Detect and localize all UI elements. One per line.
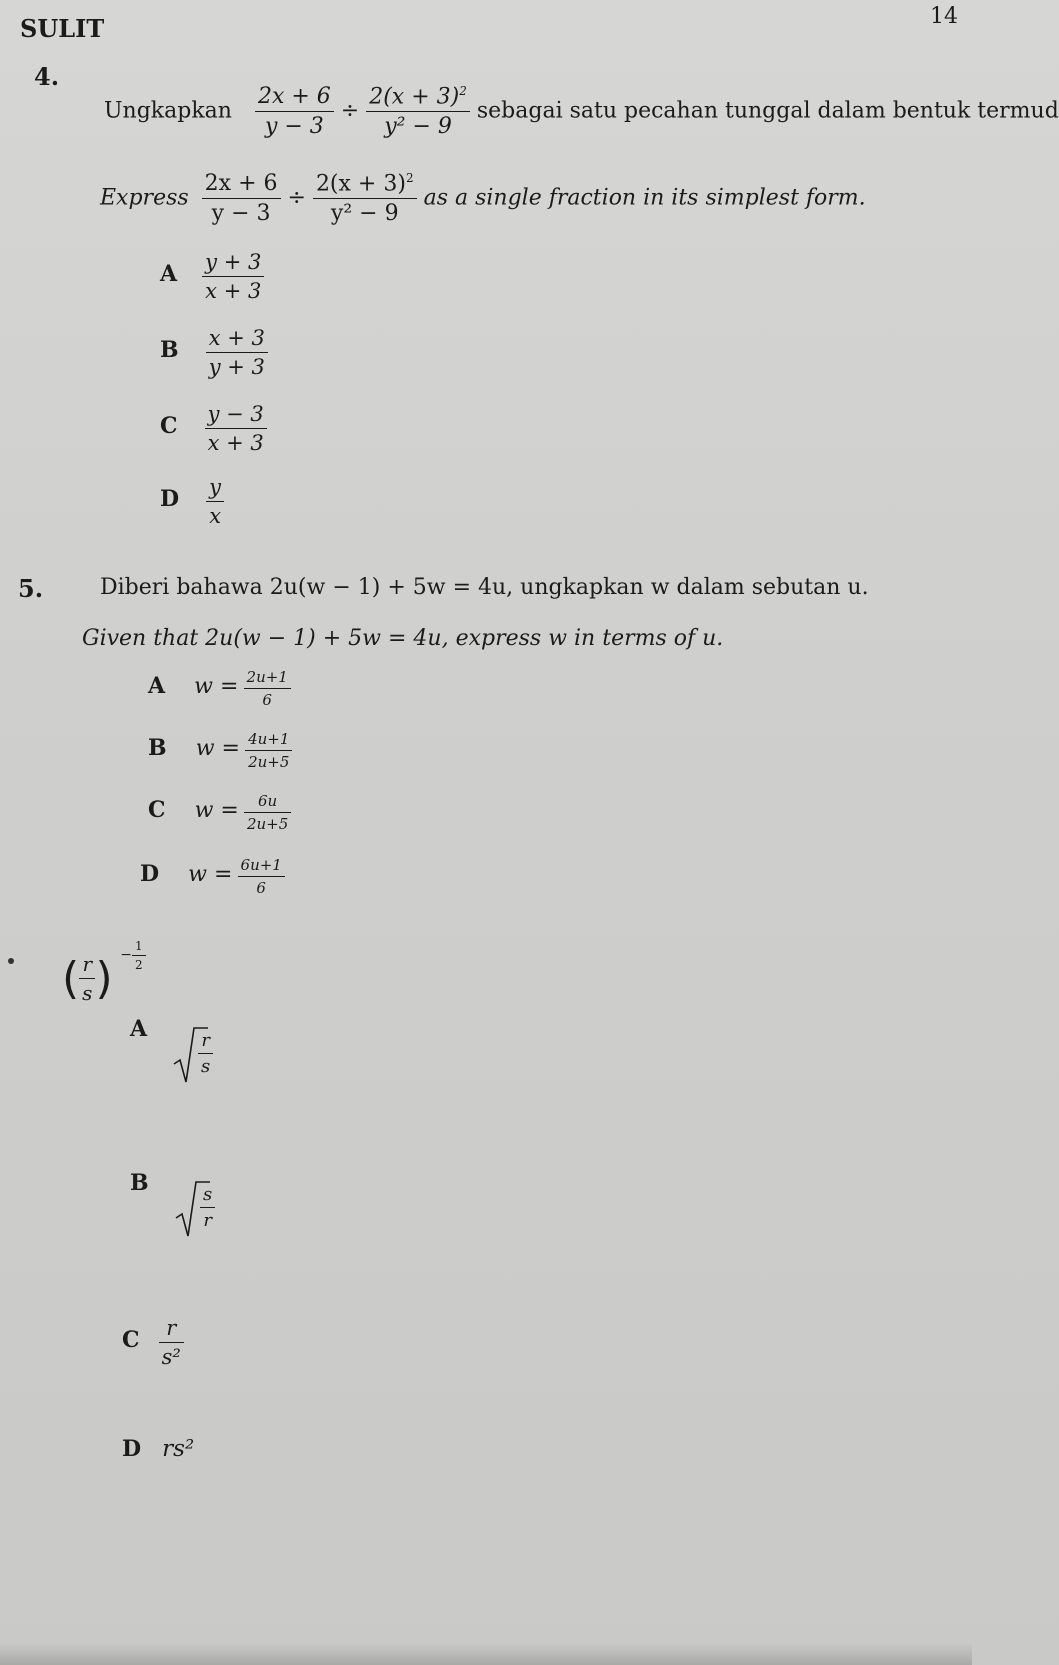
- divide-sign: ÷: [287, 185, 306, 211]
- exponent: − 1 2: [120, 947, 145, 963]
- english-suffix: as a single fraction in its simplest form.: [423, 185, 866, 211]
- option-a-fraction: $\frac{y + 3}{x + 3}$: [202, 250, 264, 303]
- option-c-fraction: $\frac{r}{\text{s²}}$: [159, 1316, 184, 1369]
- radical-sign-icon: [174, 1178, 210, 1240]
- option-b[interactable]: B w = $\frac{4u+1}{2u+5}$: [148, 730, 292, 771]
- option-b[interactable]: B: [130, 1170, 149, 1196]
- option-a-fraction: $\frac{2u+1}{6}$: [244, 668, 291, 709]
- option-b-fraction: $\frac{4u+1}{2u+5}$: [245, 730, 292, 771]
- fraction-2: $\frac{2(x + 3)^2}{\text{y² − 9}}$: [313, 171, 417, 226]
- question-6-expression: ( $\frac{r}{s}$ ) $^{- \frac{1}{2}}$: [62, 952, 146, 1005]
- question-number: 5.: [18, 574, 44, 603]
- fraction-2: $\frac{2(x + 3)^2}{\text{y² − 9}}$: [366, 84, 470, 139]
- header-title: SULIT: [20, 14, 105, 43]
- option-b-fraction: $\frac{x + 3}{y + 3}$: [206, 326, 268, 379]
- option-c-fraction: $\frac{y - 3}{x + 3}$: [205, 402, 267, 455]
- question-4-english: [100, 171, 866, 226]
- option-d-fraction: $\frac{6u+1}{6}$: [238, 856, 285, 897]
- option-d-fraction: $\frac{y}{x}$: [206, 475, 224, 528]
- question-number: 4.: [34, 62, 60, 91]
- option-c[interactable]: C w = $\frac{6u}{2u+5}$: [148, 792, 291, 833]
- question-4-malay: [104, 84, 1059, 139]
- malay-suffix: sebagai satu pecahan tunggal dalam bentuk termud: [476, 98, 1059, 124]
- option-a[interactable]: A $\frac{y + 3}{x + 3}$: [160, 250, 264, 303]
- option-b-radical: $\frac{s}{r}$: [182, 1184, 215, 1231]
- option-d[interactable]: D w = $\frac{6u+1}{6}$: [140, 856, 285, 897]
- divide-sign: ÷: [340, 98, 360, 124]
- option-a[interactable]: A: [130, 1016, 148, 1042]
- option-b[interactable]: B $\frac{x + 3}{y + 3}$: [160, 326, 268, 379]
- option-c-fraction: $\frac{6u}{2u+5}$: [244, 792, 291, 833]
- base-fraction: $\frac{r}{s}$: [79, 952, 95, 1005]
- page-number: 14: [930, 4, 958, 29]
- question-5-malay: Diberi bahawa 2u(w − 1) + 5w = 4u, ungkapkan w dalam sebutan u.: [100, 575, 869, 600]
- option-c[interactable]: C $\frac{r}{\text{s²}}$: [122, 1316, 184, 1369]
- option-d[interactable]: D $\frac{y}{x}$: [160, 475, 224, 528]
- english-prefix: Express: [100, 185, 189, 211]
- dot-mark: [8, 958, 14, 964]
- radical-sign-icon: [172, 1024, 208, 1086]
- option-c[interactable]: C $\frac{y - 3}{x + 3}$: [160, 402, 267, 455]
- malay-prefix: Ungkapkan: [104, 98, 232, 124]
- page-bottom-edge: [0, 1643, 972, 1665]
- fraction-1: $\frac{2x + 6}{y - 3}$: [255, 84, 334, 139]
- option-a-radical: $\frac{r}{s}$: [180, 1030, 213, 1077]
- fraction-1: $\frac{2x + 6}{y - 3}$: [202, 171, 281, 226]
- option-a[interactable]: A w = $\frac{2u+1}{6}$: [148, 668, 291, 709]
- option-d[interactable]: D rs²: [122, 1436, 195, 1462]
- question-5-english: Given that 2u(w − 1) + 5w = 4u, express w in terms of u.: [82, 626, 724, 651]
